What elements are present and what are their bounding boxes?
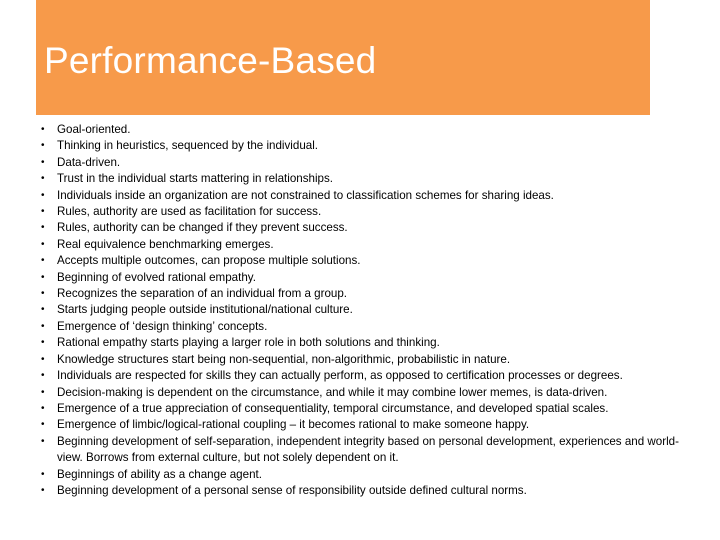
list-item <box>40 434 700 467</box>
list-item <box>40 352 700 368</box>
bullet-text: Goal-oriented. <box>57 123 131 136</box>
bullet-icon: • <box>41 255 45 267</box>
bullet-text: Starts judging people outside institutional/national culture. <box>57 303 353 317</box>
list-item <box>40 286 700 302</box>
bullet-text: Individuals inside an organization are not constrained to classification schemes for sharing ideas. <box>57 188 554 202</box>
list-item <box>40 155 700 171</box>
list-item <box>40 188 700 204</box>
bullet-icon: • <box>41 402 45 414</box>
bullet-icon: • <box>41 222 45 234</box>
list-item <box>40 253 700 269</box>
list-item <box>40 204 700 220</box>
list-item <box>40 237 700 253</box>
list-item <box>40 401 700 417</box>
list-item <box>40 270 700 286</box>
list-item <box>40 417 700 433</box>
bullet-icon: • <box>41 337 45 349</box>
bullet-text: Thinking in heuristics, sequenced by the individual. <box>57 139 319 153</box>
list-item <box>40 467 700 483</box>
bullet-icon: • <box>41 206 45 218</box>
bullet-icon: • <box>41 304 45 316</box>
bullet-icon: • <box>41 271 45 283</box>
list-item <box>40 122 700 138</box>
bullet-text: Knowledge structures start being non-sequential, non-algorithmic, probabilistic in nature. <box>57 352 511 366</box>
bullet-icon: • <box>41 419 45 431</box>
bullet-text: Rules, authority can be changed if they prevent success. <box>57 221 348 235</box>
bullet-text: Emergence of ‘design thinking’ concepts. <box>57 319 268 333</box>
bullet-icon: • <box>41 156 45 168</box>
bullet-text: Recognizes the separation of an individual from a group. <box>57 287 348 301</box>
bullet-icon: • <box>41 238 45 250</box>
bullet-text: Data-driven. <box>57 155 121 169</box>
bullet-text: Real equivalence benchmarking emerges. <box>57 237 274 251</box>
bullet-text: Rational empathy starts playing a larger role in both solutions and thinking. <box>57 336 440 350</box>
bullet-icon: • <box>41 386 45 398</box>
bullet-icon: • <box>41 189 45 201</box>
bullet-text: Beginning development of a personal sense of responsibility outside defined cultural norms. <box>57 483 527 497</box>
bullet-icon: • <box>41 320 45 332</box>
bullet-text: Accepts multiple outcomes, can propose multiple solutions. <box>57 254 361 268</box>
list-item <box>40 319 700 335</box>
bullet-text: Trust in the individual starts mattering in relationships. <box>57 172 334 186</box>
bullet-icon: • <box>41 435 45 447</box>
bullet-text: Decision-making is dependent on the circumstance, and while it may combine lower memes, is data-driven. <box>57 385 608 399</box>
list-item <box>40 335 700 351</box>
bullet-text: Individuals are respected for skills they can actually perform, as opposed to certification processes or degrees. <box>57 369 623 383</box>
bullet-text: Beginning of evolved rational empathy. <box>57 270 256 284</box>
list-item <box>40 138 700 154</box>
slide-title: Performance-Based <box>44 40 377 81</box>
list-item <box>40 171 700 187</box>
list-item <box>40 302 700 318</box>
title-banner <box>36 0 650 115</box>
list-item <box>40 220 700 236</box>
bullet-icon: • <box>41 173 45 185</box>
bullet-text: Emergence of limbic/logical-rational coupling – it becomes rational to make someone happy. <box>57 418 530 432</box>
bullet-icon: • <box>41 288 45 300</box>
list-item <box>40 483 700 499</box>
bullet-icon: • <box>41 484 45 496</box>
bullet-list <box>40 122 700 499</box>
bullet-icon: • <box>41 370 45 382</box>
list-item <box>40 385 700 401</box>
bullet-icon: • <box>41 468 45 480</box>
bullet-icon: • <box>41 140 45 152</box>
list-item <box>40 368 700 384</box>
bullet-text: Emergence of a true appreciation of consequentiality, temporal circumstance, and developed spatial scales. <box>57 401 609 415</box>
bullet-icon: • <box>41 124 45 135</box>
bullet-text: Beginnings of ability as a change agent. <box>57 467 262 481</box>
bullet-text: Rules, authority are used as facilitation for success. <box>57 205 322 219</box>
bullet-text: Beginning development of self-separation, independent integrity based on personal development, experiences and world-view. Borrows from external culture, but not solely dependent on it. <box>57 434 679 465</box>
bullet-icon: • <box>41 353 45 365</box>
